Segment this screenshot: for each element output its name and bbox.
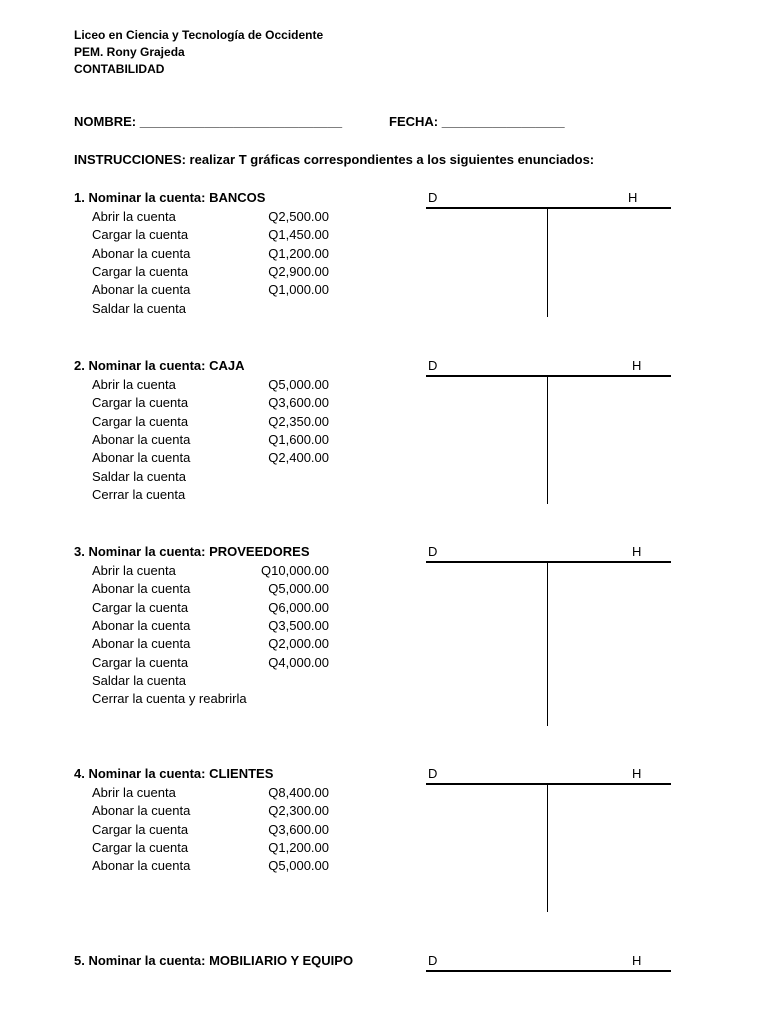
instruction-label: Cargar la cuenta bbox=[92, 599, 189, 615]
instruction-label: Abonar la cuenta bbox=[92, 431, 191, 447]
instruction-amount: Q5,000.00 bbox=[268, 858, 329, 874]
teacher-name: PEM. Rony Grajeda bbox=[74, 45, 185, 59]
instruction-amount: Q1,600.00 bbox=[268, 431, 329, 447]
instruction-label: Cerrar la cuenta bbox=[92, 486, 186, 502]
t-account-top-line bbox=[426, 375, 671, 377]
t-account-debit-label: D bbox=[428, 766, 438, 781]
instruction-amount: Q1,000.00 bbox=[268, 282, 329, 298]
instruction-amount: Q2,000.00 bbox=[268, 636, 329, 652]
instruction-label: Abrir la cuenta bbox=[92, 377, 176, 392]
exercise-title: 5. Nominar la cuenta: MOBILIARIO Y EQUIPO bbox=[74, 953, 354, 968]
t-account-stem-line bbox=[547, 785, 548, 912]
instruction-label: Cargar la cuenta bbox=[92, 263, 189, 279]
instruction-amount: Q4,000.00 bbox=[268, 654, 329, 670]
instruction-amount: Q1,450.00 bbox=[268, 227, 329, 243]
instruction-label: Abonar la cuenta bbox=[92, 282, 191, 298]
instruction-label: Cargar la cuenta bbox=[92, 839, 189, 855]
instructions: INSTRUCCIONES: realizar T gráficas correspondientes a los siguientes enunciados: bbox=[74, 152, 595, 167]
instruction-label: Abonar la cuenta bbox=[92, 858, 191, 874]
instruction-amount: Q5,000.00 bbox=[268, 581, 329, 597]
t-account-debit-label: D bbox=[428, 190, 438, 205]
t-account-credit-label: H bbox=[632, 766, 642, 781]
instruction-label: Abonar la cuenta bbox=[92, 636, 191, 652]
instruction-amount: Q1,200.00 bbox=[268, 245, 329, 261]
name-field[interactable]: NOMBRE: ____________________________ bbox=[74, 114, 343, 129]
t-account-top-line bbox=[426, 970, 671, 972]
exercise-title: 2. Nominar la cuenta: CAJA bbox=[74, 358, 245, 373]
t-account-credit-label: H bbox=[632, 544, 642, 559]
instruction-label: Saldar la cuenta bbox=[92, 300, 186, 316]
t-account-debit-label: D bbox=[428, 544, 438, 559]
instruction-label: Abrir la cuenta bbox=[92, 563, 176, 578]
instruction-amount: Q2,500.00 bbox=[268, 209, 329, 224]
exercise-title: 4. Nominar la cuenta: CLIENTES bbox=[74, 766, 274, 781]
instruction-amount: Q3,500.00 bbox=[268, 617, 329, 633]
instruction-amount: Q2,900.00 bbox=[268, 263, 329, 279]
instruction-label: Abrir la cuenta bbox=[92, 209, 176, 224]
t-account-credit-label: H bbox=[628, 190, 638, 205]
school-name: Liceo en Ciencia y Tecnología de Occidente bbox=[74, 28, 324, 42]
t-account-stem-line bbox=[547, 563, 548, 726]
instruction-label: Saldar la cuenta bbox=[92, 672, 186, 688]
date-field[interactable]: FECHA: _________________ bbox=[389, 114, 565, 129]
instruction-amount: Q2,300.00 bbox=[268, 803, 329, 819]
instruction-label: Abonar la cuenta bbox=[92, 617, 191, 633]
instruction-amount: Q2,350.00 bbox=[268, 413, 329, 429]
instruction-amount: Q10,000.00 bbox=[261, 563, 329, 578]
instruction-label: Cargar la cuenta bbox=[92, 395, 189, 411]
t-account-debit-label: D bbox=[428, 953, 438, 968]
instruction-label: Abrir la cuenta bbox=[92, 785, 176, 800]
t-account-debit-label: D bbox=[428, 358, 438, 373]
t-account-top-line bbox=[426, 783, 671, 785]
t-account-top-line bbox=[426, 561, 671, 563]
instruction-label: Cargar la cuenta bbox=[92, 821, 189, 837]
instruction-label: Cargar la cuenta bbox=[92, 413, 189, 429]
instruction-amount: Q8,400.00 bbox=[268, 785, 329, 800]
instruction-amount: Q1,200.00 bbox=[268, 839, 329, 855]
t-account-top-line bbox=[426, 207, 671, 209]
instruction-amount: Q3,600.00 bbox=[268, 821, 329, 837]
instruction-amount: Q3,600.00 bbox=[268, 395, 329, 411]
instruction-label: Abonar la cuenta bbox=[92, 803, 191, 819]
t-account-credit-label: H bbox=[632, 358, 642, 373]
instruction-amount: Q6,000.00 bbox=[268, 599, 329, 615]
instruction-label: Abonar la cuenta bbox=[92, 450, 191, 466]
t-account-credit-label: H bbox=[632, 953, 642, 968]
t-account-stem-line bbox=[547, 377, 548, 504]
instruction-amount: Q2,400.00 bbox=[268, 450, 329, 466]
instruction-label: Cerrar la cuenta y reabrirla bbox=[92, 691, 247, 707]
subject-name: CONTABILIDAD bbox=[74, 62, 165, 76]
exercise-title: 3. Nominar la cuenta: PROVEEDORES bbox=[74, 544, 310, 559]
instruction-label: Cargar la cuenta bbox=[92, 654, 189, 670]
exercise-title: 1. Nominar la cuenta: BANCOS bbox=[74, 190, 266, 205]
instruction-label: Cargar la cuenta bbox=[92, 227, 189, 243]
t-account-stem-line bbox=[547, 209, 548, 317]
instruction-label: Abonar la cuenta bbox=[92, 581, 191, 597]
instruction-amount: Q5,000.00 bbox=[268, 377, 329, 392]
instruction-label: Abonar la cuenta bbox=[92, 245, 191, 261]
instruction-label: Saldar la cuenta bbox=[92, 468, 186, 484]
